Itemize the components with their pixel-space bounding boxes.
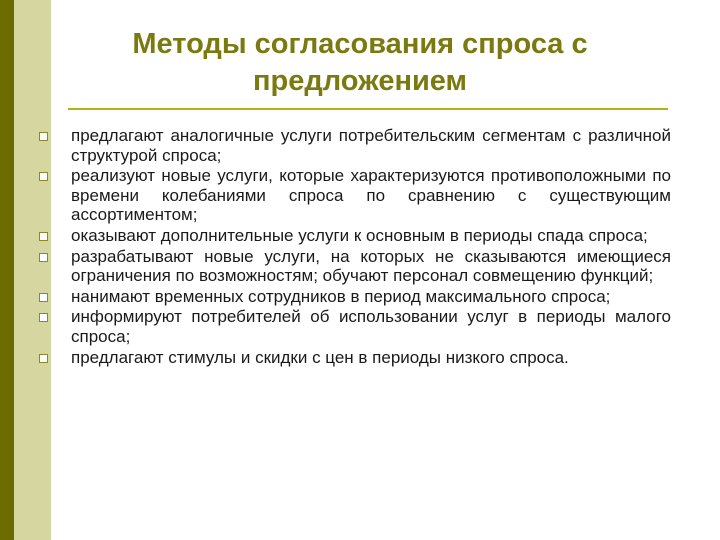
list-item-text: информируют потребителей об использовании услуг в периоды малого спроса; bbox=[71, 307, 671, 346]
list-item bbox=[63, 226, 671, 246]
list-item-text: предлагают аналогичные услуги потребительским сегментам с различной структурой спроса; bbox=[71, 126, 671, 165]
list-item-text: разрабатывают новые услуги, на которых не сказываются имеющиеся ограничения по возможностям; обучают персонал совмещению функций; bbox=[71, 246, 671, 286]
list-item-text: предлагают стимулы и скидки с цен в периоды низкого спроса. bbox=[71, 347, 569, 367]
bullet-list bbox=[63, 126, 671, 368]
list-item bbox=[63, 166, 671, 225]
square-bullet-icon bbox=[39, 172, 48, 181]
square-bullet-icon bbox=[39, 354, 48, 363]
square-bullet-icon bbox=[39, 132, 48, 141]
sidebar-dark-stripe bbox=[0, 0, 14, 540]
list-item-text: нанимают временных сотрудников в период максимального спроса; bbox=[71, 286, 611, 306]
square-bullet-icon bbox=[39, 232, 48, 241]
square-bullet-icon bbox=[39, 293, 48, 302]
list-item bbox=[63, 247, 671, 286]
list-item bbox=[63, 307, 671, 346]
list-item-text: оказывают дополнительные услуги к основным в периоды спада спроса; bbox=[71, 225, 648, 245]
title-divider bbox=[68, 108, 668, 110]
sidebar-light-stripe bbox=[14, 0, 51, 540]
list-item bbox=[63, 348, 671, 368]
slide-title: Методы согласования спроса с предложением bbox=[132, 28, 588, 97]
square-bullet-icon bbox=[39, 253, 48, 262]
list-item bbox=[63, 287, 671, 307]
list-item-text: реализуют новые услуги, которые характеризуются противоположными по времени колебаниями спроса по сравнению с существующим ассортиментом; bbox=[71, 166, 671, 225]
square-bullet-icon bbox=[39, 313, 48, 322]
list-item bbox=[63, 126, 671, 165]
